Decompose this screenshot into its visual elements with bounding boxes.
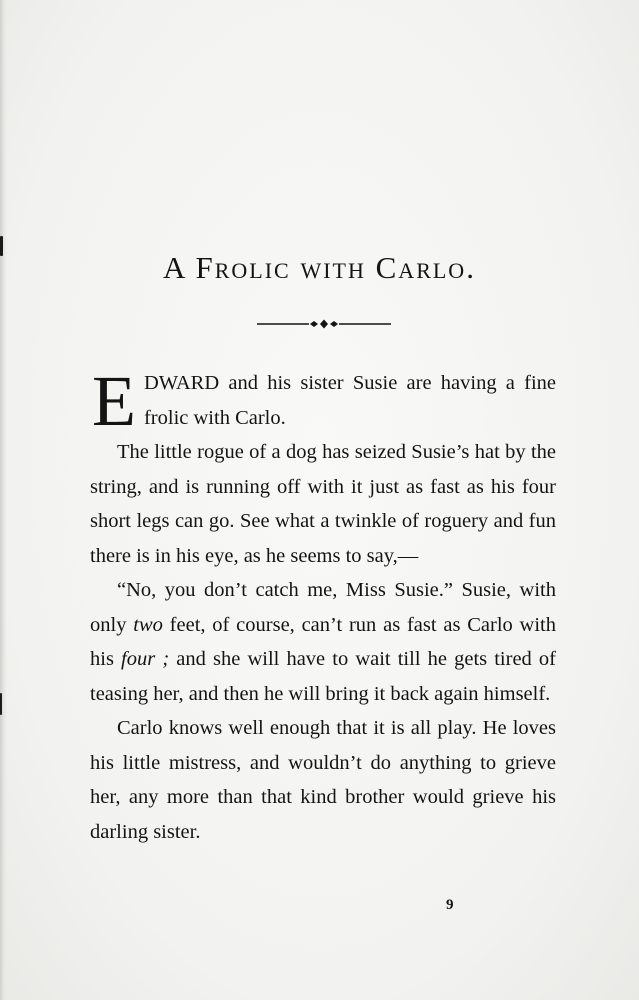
paragraph: [90, 711, 556, 849]
paragraph-text: feet, of course, can’t run as fast as Carlo with his: [90, 613, 557, 670]
emphasis-text: four ;: [121, 648, 170, 670]
paragraph-text: and she will have to wait till he gets tired of teasing her, and then he will bring it back again himself.: [90, 648, 556, 705]
paragraph-text: “No, you don’t catch me, Miss Susie.” Susie, with only: [90, 579, 556, 636]
page-edge-shadow: [0, 0, 7, 1000]
paragraph: [90, 435, 556, 573]
rule-with-diamonds-icon: [257, 318, 391, 330]
binding-mark: [0, 693, 2, 715]
paragraph-text: The little rogue of a dog has seized Susie’s hat by the string, and is running off with it just as fast as his four short legs can go. See what a twinkle of roguery and fun there is in his eye, as he seems to say,—: [90, 441, 556, 567]
drop-cap-letter: E: [92, 361, 136, 441]
emphasis-text: two: [133, 613, 163, 636]
story-text: [90, 361, 557, 849]
paragraph: [90, 573, 556, 711]
chapter-title: A Frolic with Carlo.: [163, 250, 476, 285]
paragraph-text: DWARD and his sister Susie are having a fine frolic with Carlo.: [143, 372, 556, 429]
paragraph: [90, 361, 556, 441]
page-number: 9: [446, 897, 454, 913]
paragraph-text: Carlo knows well enough that it is all play. He loves his little mistress, and wouldn’t do anything to grieve her, any more than that kind brother would grieve his darling sister.: [90, 717, 556, 843]
